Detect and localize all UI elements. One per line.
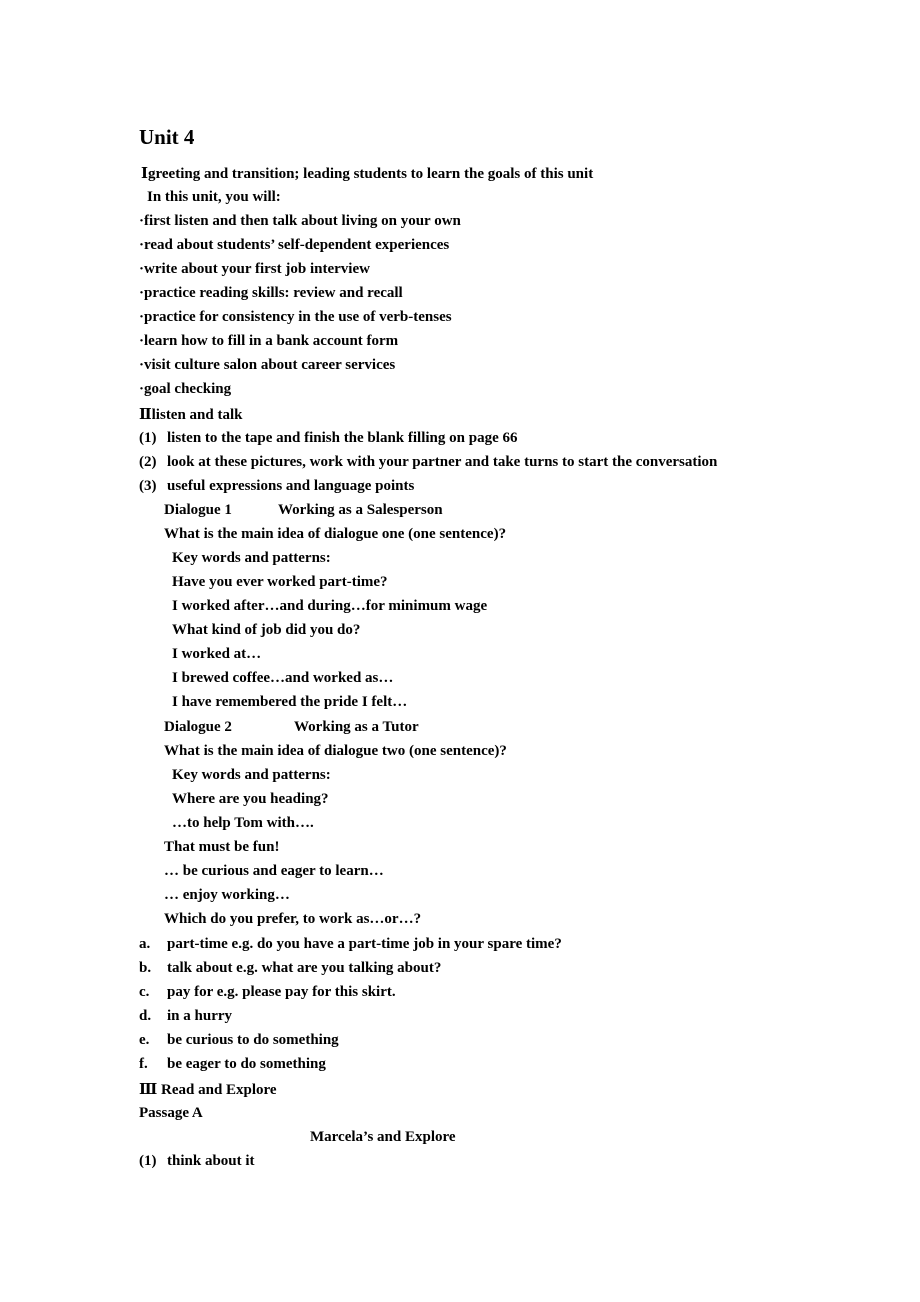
point-letter: f. — [139, 1056, 148, 1072]
item-text: listen to the tape and finish the blank filling on page 66 — [167, 430, 518, 446]
numbered-item — [139, 1152, 255, 1170]
numbered-item — [139, 429, 517, 447]
point-text: in a hurry — [167, 1008, 233, 1024]
dialogue-line: Have you ever worked part-time? — [172, 574, 388, 590]
goal-item: ·goal checking — [139, 381, 232, 397]
language-point — [139, 935, 562, 953]
point-letter: d. — [139, 1008, 152, 1024]
item-text: think about it — [167, 1153, 255, 1169]
section-1-heading: Ⅰgreeting and transition; leading students to learn the goals of this unit — [141, 166, 594, 182]
goal-item: ·write about your first job interview — [139, 261, 370, 277]
dialogue-1-question: What is the main idea of dialogue one (one sentence)? — [164, 526, 507, 542]
goal-item: ·visit culture salon about career services — [139, 357, 396, 373]
dialogue-line: I worked after…and during…for minimum wage — [172, 598, 488, 614]
point-letter: a. — [139, 936, 151, 952]
point-text: part-time e.g. do you have a part-time job in your spare time? — [167, 936, 562, 952]
point-letter: b. — [139, 960, 152, 976]
point-letter: e. — [139, 1032, 150, 1048]
dialogue-line: Where are you heading? — [172, 791, 329, 807]
dialogue-title: Working as a Salesperson — [278, 502, 443, 518]
item-text: look at these pictures, work with your partner and take turns to start the conversation — [167, 454, 718, 470]
dialogue-line: I have remembered the pride I felt… — [172, 694, 408, 710]
dialogue-line: That must be fun! — [164, 839, 280, 855]
numbered-item — [139, 453, 717, 471]
numbered-item — [139, 477, 414, 495]
goal-item: ·first listen and then talk about living on your own — [139, 213, 461, 229]
passage-title: Marcela’s and Explore — [310, 1129, 456, 1145]
point-text: be eager to do something — [167, 1056, 326, 1072]
point-text: talk about e.g. what are you talking about? — [167, 960, 442, 976]
dialogue-line: I brewed coffee…and worked as… — [172, 670, 394, 686]
dialogue-2-question: What is the main idea of dialogue two (one sentence)? — [164, 743, 507, 759]
goal-item: ·practice reading skills: review and recall — [139, 285, 403, 301]
item-number: (3) — [139, 478, 157, 494]
goal-item: ·practice for consistency in the use of verb-tenses — [139, 309, 452, 325]
passage-label: Passage A — [139, 1105, 203, 1121]
dialogue-line: … enjoy working… — [164, 887, 290, 903]
dialogue-line: Key words and patterns: — [172, 767, 331, 783]
goal-item: ·read about students’ self-dependent experiences — [139, 237, 450, 253]
language-point — [139, 1031, 339, 1049]
item-number: (2) — [139, 454, 157, 470]
language-point — [139, 1007, 232, 1025]
section-1-intro: In this unit, you will: — [147, 189, 281, 205]
dialogue-line: What kind of job did you do? — [172, 622, 361, 638]
language-point — [139, 1055, 326, 1073]
point-text: pay for e.g. please pay for this skirt. — [167, 984, 396, 1000]
dialogue-line: I worked at… — [172, 646, 262, 662]
section-2-heading: Ⅱlisten and talk — [139, 407, 243, 423]
dialogue-2-heading — [164, 718, 419, 736]
dialogue-line: … be curious and eager to learn… — [164, 863, 384, 879]
point-text: be curious to do something — [167, 1032, 339, 1048]
item-text: useful expressions and language points — [167, 478, 415, 494]
point-letter: c. — [139, 984, 150, 1000]
dialogue-line: …to help Tom with…. — [172, 815, 314, 831]
dialogue-line: Key words and patterns: — [172, 550, 331, 566]
dialogue-label: Dialogue 1 — [164, 502, 232, 518]
goal-item: ·learn how to fill in a bank account form — [139, 333, 399, 349]
dialogue-1-heading — [164, 501, 443, 519]
dialogue-label: Dialogue 2 — [164, 719, 232, 735]
unit-title: Unit 4 — [139, 125, 195, 149]
dialogue-title: Working as a Tutor — [294, 719, 419, 735]
item-number: (1) — [139, 1153, 157, 1169]
item-number: (1) — [139, 430, 157, 446]
language-point — [139, 983, 396, 1001]
language-point — [139, 959, 441, 977]
section-3-heading: Ⅲ Read and Explore — [139, 1082, 277, 1098]
dialogue-line: Which do you prefer, to work as…or…? — [164, 911, 422, 927]
